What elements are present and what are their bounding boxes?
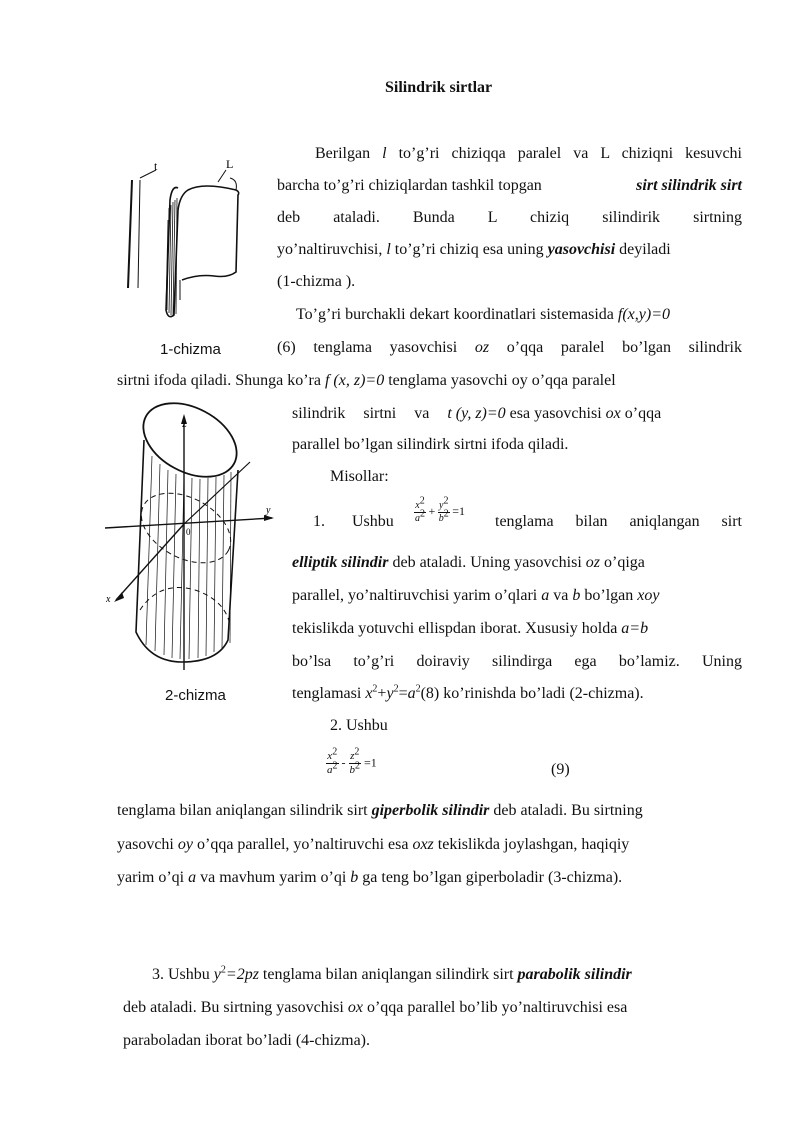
term-sirt-silindrik-sirt: sirt silindrik sirt: [636, 177, 742, 194]
text: To’g’ri burchakli dekart koordinatlari sistemasida: [296, 306, 618, 323]
fig1-label-L: L: [226, 157, 234, 171]
text: ga teng bo’lgan giperboladir (3-chizma).: [358, 869, 623, 886]
text: o’qqa: [620, 405, 662, 422]
text: f (x, z)=0: [324, 372, 385, 389]
text: x: [327, 750, 333, 762]
text: deb ataladi. Uning yasovchisi: [388, 554, 586, 571]
text: to’g’ri chiziq esa uning: [390, 241, 548, 258]
p1-line-4: [277, 240, 742, 260]
fig2-label-y: y: [266, 505, 271, 516]
p1-line-3: deb ataladi. Bunda L chiziq silindirik sirtning: [277, 209, 742, 226]
text: =1: [364, 755, 377, 770]
fig2-label-x: x: [106, 594, 111, 605]
text: oz: [474, 339, 490, 356]
figure-2-caption: 2-chizma: [165, 687, 226, 704]
text: barcha to’g’ri chiziqlardan tashkil topgan: [277, 177, 542, 194]
text: a: [541, 587, 550, 604]
text: tenglama bilan aniqlangan silindirk sirt: [258, 966, 518, 983]
text: silindrik sirtni va: [292, 405, 448, 422]
text: yasovchi: [117, 836, 178, 853]
text: deyiladi: [615, 241, 671, 258]
ex2-line-3: [117, 868, 622, 888]
term-parabolik-silindir: parabolik silindir: [517, 966, 632, 983]
page-title: Silindrik sirtlar: [385, 79, 493, 96]
text: o’qiga: [600, 554, 645, 571]
text: a=b: [621, 620, 649, 637]
text: z: [350, 750, 355, 762]
text: oxz: [412, 836, 434, 853]
ex2-line-2: [117, 835, 742, 855]
frac-x-a: $\frac{x^2}{a^2}$: [327, 746, 338, 776]
text: tekislikda joylashgan, haqiqiy: [433, 836, 630, 853]
term-elliptik-silindir: elliptik silindir: [292, 554, 389, 571]
text: to’g’ri chiziqqa paralel va L chiziqni kesuvchi: [386, 145, 743, 162]
text: Berilgan: [315, 145, 383, 162]
ex1-number: 1.: [313, 513, 325, 530]
text: b: [438, 513, 444, 524]
p2-line-2: [277, 338, 742, 358]
examples-heading: Misollar:: [330, 468, 389, 485]
text: (6) tenglama yasovchisi: [277, 339, 475, 356]
p2-line-1: [296, 305, 670, 325]
ex1-line-5: bo’lsa to’g’ri doiraviy silindirga ega bo’lamiz. Uning: [292, 653, 742, 670]
text: t (y, z)=0: [447, 405, 506, 422]
text: oz: [585, 554, 600, 571]
frac-z-b: $\frac{z^2}{b^2}$: [349, 746, 360, 776]
ex2-formula: $\frac{x^2}{a^2}$ - $\frac{z^2}{b^2}$ =1: [327, 746, 377, 776]
ex1-line-2: [292, 553, 742, 573]
p1-line-2: [277, 176, 742, 196]
fig2-label-z: z: [182, 419, 187, 430]
p2-line-5: parallel bo’lgan silindirk sirtni ifoda qiladi.: [292, 436, 569, 453]
ex3-line-1: 3. Ushbu $y^2=2pz$ tenglama bilan aniqlangan silindirk sirt parabolik silindir: [152, 964, 632, 983]
ex1-ushbu: Ushbu: [352, 513, 394, 530]
ex3-line-2: [123, 998, 742, 1018]
text: va mavhum yarim o’qi: [196, 869, 351, 886]
text: tenglamasi: [292, 685, 366, 702]
text: b: [349, 764, 355, 776]
text: o’qqa paralel bo’lgan silindrik: [489, 339, 743, 356]
fig1-label-t: t: [154, 159, 158, 173]
text: f(x,y)=0: [617, 306, 670, 323]
ex2-line-1: [117, 801, 742, 821]
p2-line-3: [117, 371, 742, 391]
p1-line-1: [315, 144, 742, 164]
text: a: [188, 869, 197, 886]
text: a: [327, 764, 333, 776]
ex2-heading: 2. Ushbu: [330, 717, 388, 734]
ex1-line-6: tenglamasi $x^2+y^2=a^2(8)$ ko’rinishda bo’ladi (2-chizma).: [292, 683, 644, 702]
text: a: [415, 513, 420, 524]
term-giperbolik-silindir: giperbolik silindir: [371, 802, 490, 819]
frac-y-b: $\frac{y^2}{b^2}$: [438, 495, 449, 524]
text: 3. Ushbu: [152, 966, 214, 983]
ex1-line-3: [292, 586, 742, 606]
text: o’qqa parallel, yo’naltiruvchi esa: [192, 836, 413, 853]
text: l: [382, 145, 387, 162]
text: b: [572, 587, 581, 604]
equation-number-9: (9): [551, 761, 570, 778]
term-yasovchisi: yasovchisi: [547, 241, 616, 258]
text: yarim o’qi: [117, 869, 189, 886]
text: =1: [452, 503, 466, 518]
ex3-line-3: paraboladan iborat bo’ladi (4-chizma).: [123, 1032, 370, 1049]
text: deb ataladi. Bu sirtning: [489, 802, 643, 819]
figure-1-caption: 1-chizma: [160, 341, 221, 358]
text: ox: [605, 405, 621, 422]
text: =2pz: [225, 966, 259, 983]
ex1-line-1-rest: tenglama bilan aniqlangan sirt: [495, 513, 742, 530]
text: tenglama yasovchi oy o’qqa paralel: [384, 372, 616, 389]
text: x: [365, 685, 373, 702]
text: tekislikda yotuvchi ellispdan iborat. Xususiy holda: [292, 620, 622, 637]
text: ox: [347, 999, 363, 1016]
text: (8) ko’rinishda bo’ladi (2-chizma).: [420, 685, 644, 702]
figure-1-drawing: [118, 150, 268, 325]
text: o’qqa parallel bo’lib yo’naltiruvchisi esa: [362, 999, 628, 1016]
text: l: [386, 241, 391, 258]
text: tenglama bilan aniqlangan silindrik sirt: [117, 802, 372, 819]
text: oy: [177, 836, 193, 853]
text: deb ataladi. Bu sirtning yasovchisi: [123, 999, 348, 1016]
text: y: [213, 966, 221, 983]
p2-line-4: [292, 404, 742, 424]
text: esa yasovchisi: [505, 405, 606, 422]
text: va: [549, 587, 573, 604]
text: a: [407, 685, 416, 702]
p1-line-5: (1-chizma ).: [277, 273, 356, 290]
frac-x-a: $\frac{x^2}{a^2}$: [415, 495, 425, 524]
text: b: [350, 869, 359, 886]
ex1-formula: $\frac{x^2}{a^2}$ + $\frac{y^2}{b^2}$ =1: [415, 495, 466, 524]
text: parallel, yo’naltiruvchisi yarim o’qlari: [292, 587, 542, 604]
text: xoy: [637, 587, 660, 604]
text: yo’naltiruvchisi,: [277, 241, 387, 258]
figure-2-drawing: [100, 400, 285, 672]
fig2-label-origin: 0: [186, 527, 191, 537]
text: sirtni ifoda qiladi. Shunga ko’ra: [117, 372, 325, 389]
text: y: [386, 685, 394, 702]
text: x: [415, 500, 420, 511]
text: y: [439, 500, 444, 511]
text: bo’lgan: [580, 587, 638, 604]
ex1-line-4: [292, 619, 742, 639]
